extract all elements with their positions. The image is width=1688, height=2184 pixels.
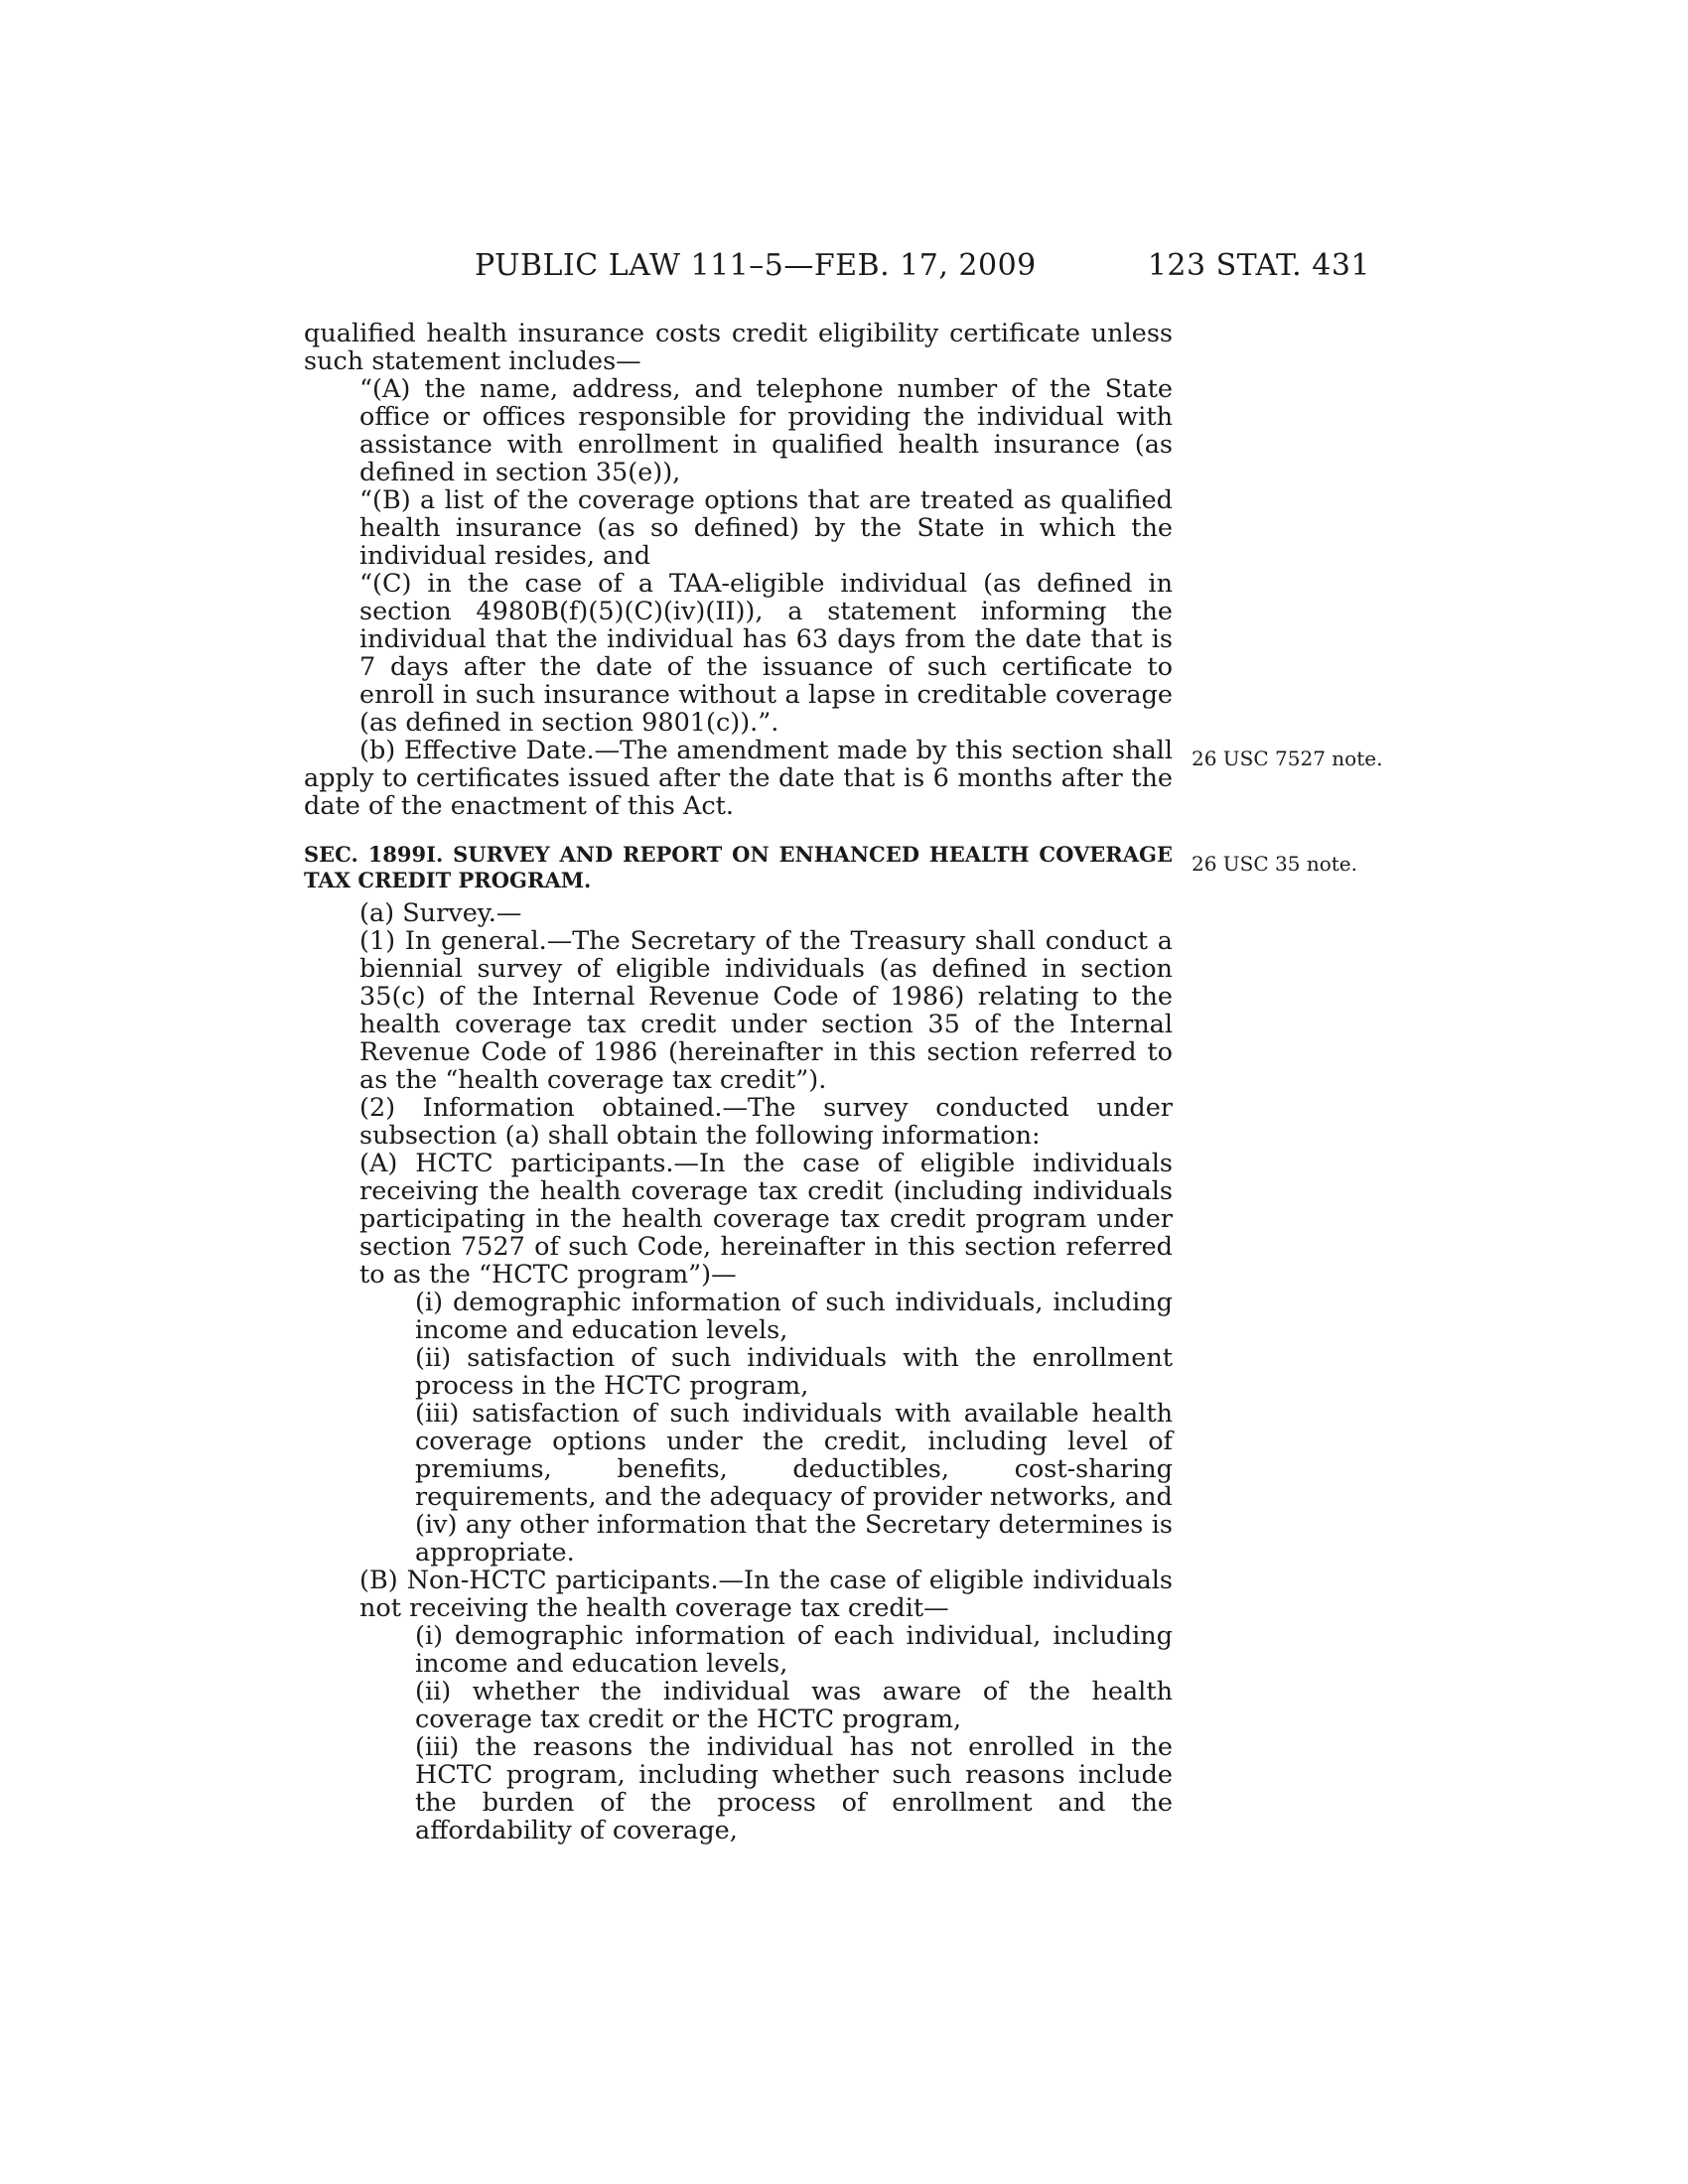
paragraph-hctc-iii: (iii) satisfaction of such individuals with available health coverage options under the credit, including level of premiums, benefits, deductibles, cost-sharing requirements, and the adequacy of provider networks, and [415,1399,1173,1512]
paragraph-hctc-i: (i) demographic information of such individuals, including income and education levels, [415,1288,1173,1345]
paragraph-clause-b: “(B) a list of the coverage options that are treated as qualified health insurance (as so defined) by the State in which the individual resides, and [359,485,1173,571]
paragraph-hctc-ii: (ii) satisfaction of such individuals with the enrollment process in the HCTC program, [415,1343,1173,1401]
paragraph-continuation: qualified health insurance costs credit eligibility certificate unless such statement includes— [304,319,1173,376]
margin-note-usc-35: 26 USC 35 note. [1192,852,1357,876]
margin-note-usc-7527: 26 USC 7527 note. [1192,747,1383,770]
paragraph-in-general: (1) In general.—The Secretary of the Treasury shall conduct a biennial survey of eligible individuals (as defined in section 35(c) of the Internal Revenue Code of 1986) relating to the health coverage tax credit under section 35 of the Internal Revenue Code of 1986 (hereinafter in this section referred to as the “health coverage tax credit”). [359,926,1173,1095]
paragraph-non-hctc-participants: (B) Non-HCTC participants.—In the case of eligible individuals not receiving the health coverage tax credit— [359,1566,1173,1623]
page-body [304,320,1173,1844]
statute-page-number: 123 STAT. 431 [1147,248,1370,283]
paragraph-clause-a: “(A) the name, address, and telephone number of the State office or offices responsible for providing the individual with assistance with enrollment in qualified health insurance (as defined in section 35(e)), [359,374,1173,487]
paragraph-hctc-participants: (A) HCTC participants.—In the case of eligible individuals receiving the health coverage tax credit (including individuals participating in the health coverage tax credit program under section 7527 of such Code, hereinafter in this section referred to as the “HCTC program”)— [359,1149,1173,1290]
paragraph-survey: (a) Survey.— [359,898,522,928]
page-header [298,248,1370,288]
running-title: PUBLIC LAW 111–5—FEB. 17, 2009 [475,248,1037,283]
paragraph-clause-c: “(C) in the case of a TAA-eligible individual (as defined in section 4980B(f)(5)(C)(iv)(II)), a statement informing the individual that the individual has 63 days from the date that is 7 days after the date of the issuance of such certificate to enroll in such insurance without a lapse in creditable coverage (as defined in section 9801(c)).”. [359,569,1173,738]
section-heading: SEC. 1899I. SURVEY AND REPORT ON ENHANCED HEALTH COVERAGE TAX CREDIT PROGRAM. [304,842,1173,892]
paragraph-non-hctc-i: (i) demographic information of each individual, including income and education levels, [415,1621,1173,1679]
paragraph-non-hctc-ii: (ii) whether the individual was aware of the health coverage tax credit or the HCTC program, [415,1677,1173,1734]
paragraph-hctc-iv: (iv) any other information that the Secretary determines is appropriate. [415,1510,1173,1568]
paragraph-non-hctc-iii: (iii) the reasons the individual has not enrolled in the HCTC program, including whether such reasons include the burden of the process of enrollment and the affordability of coverage, [415,1732,1173,1845]
paragraph-effective-date: (b) Effective Date.—The amendment made by this section shall apply to certificates issued after the date that is 6 months after the date of the enactment of this Act. [304,736,1173,821]
paragraph-information-obtained: (2) Information obtained.—The survey conducted under subsection (a) shall obtain the following information: [359,1093,1173,1151]
